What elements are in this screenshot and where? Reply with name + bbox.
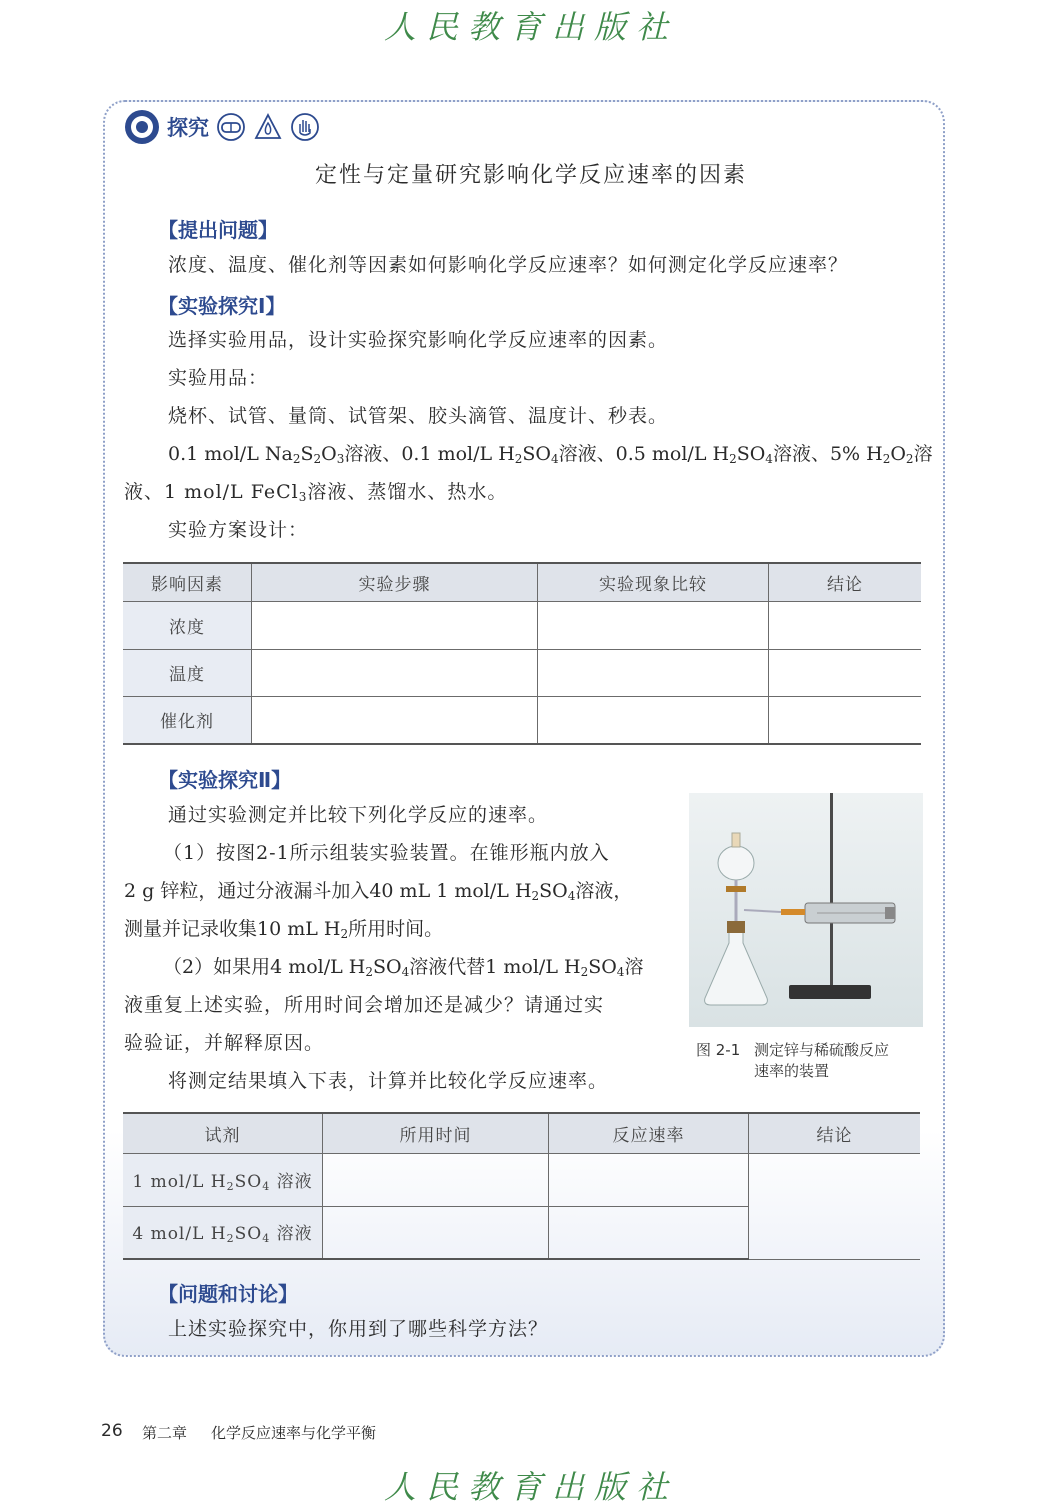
publisher-logo-top: 人民教育出版社 [383, 8, 678, 46]
empty-cell [769, 696, 922, 744]
materials-label: 实验用品： [168, 367, 269, 389]
step-1-line1: （1）按图2-1所示组装实验装置。在锥形瓶内放入 [163, 842, 610, 864]
step-2-line1: （2）如果用4 mol/L $H_2SO_4$溶液代替1 mol/L $H_2SO_4$溶 [163, 956, 644, 979]
empty-cell [252, 649, 538, 696]
factor-cell: 浓度 [123, 601, 252, 649]
page-title: 定性与定量研究影响化学反应速率的因素 [314, 163, 747, 188]
empty-cell [538, 649, 769, 696]
table-row [123, 649, 921, 696]
inquiry-header [125, 110, 320, 144]
reagent-cell: 4 mol/L $H_2SO_4$ 溶液 [123, 1206, 323, 1259]
record-instruction: 将测定结果填入下表，计算并比较化学反应速率。 [168, 1070, 609, 1092]
table-header: 反应速率 [549, 1113, 749, 1153]
section-heading-discussion: 【问题和讨论】 [158, 1282, 298, 1306]
figure-caption-line1: 测定锌与稀硫酸反应 [754, 1041, 890, 1059]
empty-cell [538, 601, 769, 649]
empty-cell [252, 696, 538, 744]
empty-cell [769, 601, 922, 649]
factor-cell: 催化剂 [123, 696, 252, 744]
empty-cell [538, 696, 769, 744]
table-row [123, 696, 921, 744]
step-1-line3: 测量并记录收集10 mL $H_2$所用时间。 [124, 918, 444, 941]
reagent-cell: 1 mol/L $H_2SO_4$ 溶液 [123, 1153, 323, 1206]
section-heading-experiment-1: 【实验探究Ⅰ】 [158, 294, 286, 318]
design-table [123, 562, 921, 745]
empty-cell [749, 1153, 921, 1259]
flame-icon [253, 112, 283, 142]
table-header: 实验步骤 [252, 563, 538, 601]
factor-cell: 温度 [123, 649, 252, 696]
publisher-logo-bottom: 人民教育出版社 [383, 1468, 678, 1506]
table-header: 结论 [749, 1113, 921, 1153]
figure-label: 图 2-1 [696, 1041, 741, 1059]
empty-cell [323, 1153, 549, 1206]
empty-cell [549, 1153, 749, 1206]
table-header: 试剂 [123, 1113, 323, 1153]
goggles-icon [216, 112, 246, 142]
experiment-1-intro: 选择实验用品，设计实验探究影响化学反应速率的因素。 [168, 329, 669, 351]
figure-caption-line2: 速率的装置 [754, 1062, 830, 1080]
discussion-question: 上述实验探究中，你用到了哪些科学方法？ [168, 1318, 549, 1340]
experiment-2-intro: 通过实验测定并比较下列化学反应的速率。 [168, 804, 549, 826]
empty-cell [323, 1206, 549, 1259]
results-table [123, 1112, 920, 1260]
inquiry-label: 探究 [167, 116, 209, 140]
glove-hand-icon [290, 112, 320, 142]
materials-equipment: 烧杯、试管、量筒、试管架、胶头滴管、温度计、秒表。 [168, 405, 669, 427]
table-header: 实验现象比较 [538, 563, 769, 601]
step-1-line2: 2 g 锌粒，通过分液漏斗加入40 mL 1 mol/L $H_2SO_4$溶液， [124, 880, 633, 903]
materials-reagents-line1: 0.1 mol/L $Na_2S_2O_3$溶液、0.1 mol/L $H_2SO_4$溶液、0.5 mol/L $H_2SO_4$溶液、5% $H_2O_2$溶 [168, 443, 933, 466]
table-row [123, 601, 921, 649]
page-number: 26 [101, 1421, 123, 1441]
materials-reagents-line2: 液、1 mol/L FeCl$_3$溶液、蒸馏水、热水。 [124, 481, 508, 504]
chapter-title: 化学反应速率与化学平衡 [211, 1424, 377, 1442]
table-header: 所用时间 [323, 1113, 549, 1153]
step-2-line3: 验验证，并解释原因。 [124, 1032, 325, 1054]
section-heading-experiment-2: 【实验探究Ⅱ】 [158, 768, 292, 792]
empty-cell [252, 601, 538, 649]
table-header: 结论 [769, 563, 922, 601]
empty-cell [769, 649, 922, 696]
apparatus-photo [689, 793, 923, 1027]
table-row [123, 1153, 920, 1206]
step-2-line2: 液重复上述实验，所用时间会增加还是减少？请通过实 [124, 994, 605, 1016]
empty-cell [549, 1206, 749, 1259]
target-icon [125, 110, 159, 144]
question-text: 浓度、温度、催化剂等因素如何影响化学反应速率？如何测定化学反应速率？ [168, 254, 849, 276]
chapter-label: 第二章 [142, 1424, 188, 1442]
section-heading-question: 【提出问题】 [158, 218, 278, 242]
table-header: 影响因素 [123, 563, 252, 601]
design-label: 实验方案设计： [168, 519, 309, 541]
